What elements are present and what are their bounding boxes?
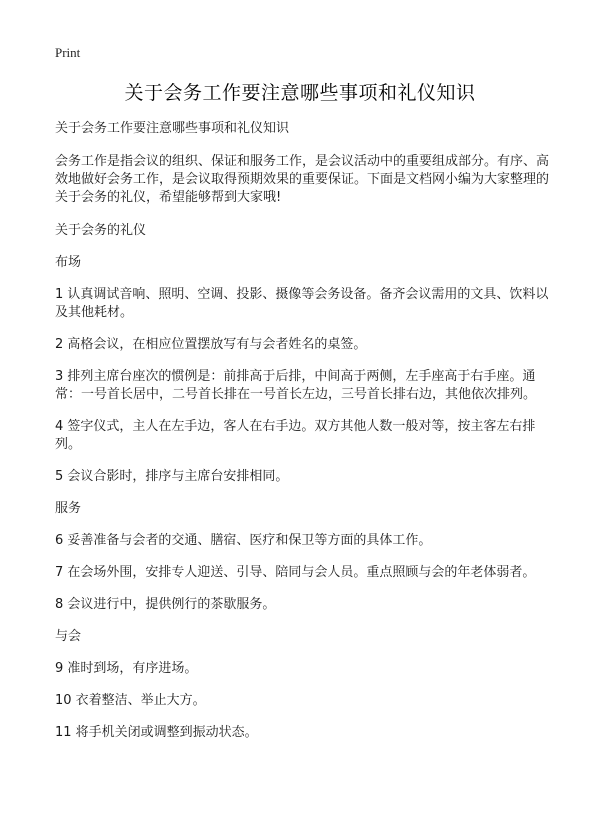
list-item: 2 高格会议，在相应位置摆放写有与会者姓名的桌签。: [55, 337, 367, 352]
list-item: 3 排列主席台座次的惯例是：前排高于后排，中间高于两侧，左手座高于右手座。通常：一号首长居中，二号首长排在一号首长左边，三号首长排右边，其他依次排列。: [55, 369, 537, 402]
section-heading-service: 服务: [55, 501, 82, 516]
intro-paragraph: 会务工作是指会议的组织、保证和服务工作，是会议活动中的重要组成部分。有序、高效地做好会务工作，是会议取得预期效果的重要保证。下面是文档网小编为大家整理的关于会务的礼仪，希望能够帮到大家哦!: [55, 154, 550, 205]
section-heading-attendance: 与会: [55, 629, 82, 644]
section-title: 关于会务的礼仪: [55, 223, 147, 238]
list-item: 7 在会场外围，安排专人迎送、引导、陪同与会人员。重点照顾与会的年老体弱者。: [55, 565, 536, 580]
document-title: 关于会务工作要注意哪些事项和礼仪知识: [124, 82, 476, 104]
document-subtitle: 关于会务工作要注意哪些事项和礼仪知识: [55, 121, 290, 136]
document-body: [55, 120, 555, 756]
list-item: 5 会议合影时，排序与主席台安排相同。: [55, 469, 289, 484]
section-heading-layout: 布场: [55, 255, 82, 270]
list-item: 4 签字仪式，主人在左手边，客人在右手边。双方其他人数一般对等，按主客左右排列。: [55, 419, 536, 452]
print-link[interactable]: Print: [55, 45, 81, 60]
list-item: 8 会议进行中，提供例行的茶歇服务。: [55, 597, 276, 612]
list-item: 11 将手机关闭或调整到振动状态。: [55, 725, 258, 740]
list-item: 9 准时到场，有序进场。: [55, 661, 198, 676]
list-item: 10 衣着整洁、举止大方。: [55, 693, 206, 708]
list-item: 6 妥善准备与会者的交通、膳宿、医疗和保卫等方面的具体工作。: [55, 533, 432, 548]
list-item: 1 认真调试音响、照明、空调、投影、摄像等会务设备。备齐会议需用的文具、饮料以及其他耗材。: [55, 287, 549, 320]
